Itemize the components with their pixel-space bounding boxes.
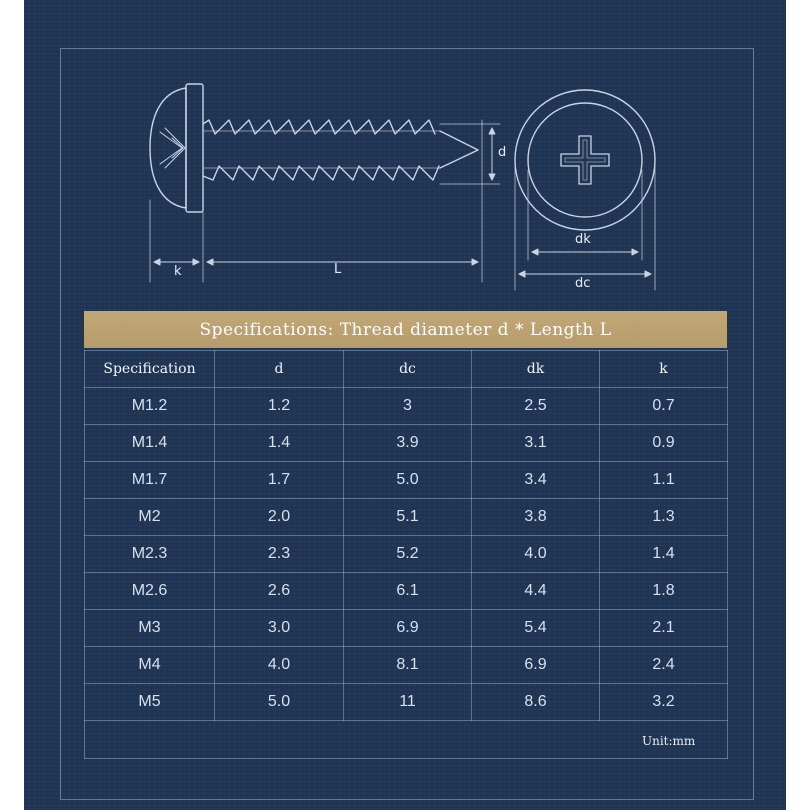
header-specification: Specification <box>85 351 215 388</box>
screw-thread <box>203 120 478 180</box>
cell-dk: 3.1 <box>472 425 600 462</box>
screw-head-side <box>150 84 203 212</box>
spec-banner-title: Specifications: Thread diameter d * Length L <box>199 319 612 340</box>
cell-spec: M1.7 <box>85 462 215 499</box>
header-dc: dc <box>344 351 472 388</box>
table-row <box>85 684 728 721</box>
cell-dk: 4.4 <box>472 573 600 610</box>
cell-k: 0.7 <box>600 388 728 425</box>
cell-k: 3.2 <box>600 684 728 721</box>
cell-spec: M4 <box>85 647 215 684</box>
spec-table <box>84 350 728 759</box>
unit-note: Unit:mm <box>642 734 696 748</box>
cell-k: 1.3 <box>600 499 728 536</box>
cell-d: 2.6 <box>215 573 344 610</box>
dim-label-length: L <box>334 262 342 277</box>
cell-d: 3.0 <box>215 610 344 647</box>
cell-dc: 5.0 <box>344 462 472 499</box>
cell-spec: M5 <box>85 684 215 721</box>
table-row <box>85 610 728 647</box>
cell-dk: 8.6 <box>472 684 600 721</box>
table-row <box>85 388 728 425</box>
table-header-row <box>85 351 728 388</box>
dim-label-dk: dk <box>575 232 591 247</box>
cell-spec: M1.4 <box>85 425 215 462</box>
cell-k: 1.4 <box>600 536 728 573</box>
cell-k: 2.4 <box>600 647 728 684</box>
table-footer-row <box>85 721 728 759</box>
cell-dk: 3.4 <box>472 462 600 499</box>
cell-d: 4.0 <box>215 647 344 684</box>
cell-dc: 5.2 <box>344 536 472 573</box>
dim-label-dc: dc <box>575 276 591 291</box>
cell-dc: 8.1 <box>344 647 472 684</box>
cell-k: 1.1 <box>600 462 728 499</box>
header-k: k <box>600 351 728 388</box>
cell-dc: 6.9 <box>344 610 472 647</box>
cell-spec: M1.2 <box>85 388 215 425</box>
cell-dc: 5.1 <box>344 499 472 536</box>
cell-dk: 6.9 <box>472 647 600 684</box>
cell-d: 1.7 <box>215 462 344 499</box>
cell-d: 1.4 <box>215 425 344 462</box>
table-row <box>85 647 728 684</box>
cell-k: 2.1 <box>600 610 728 647</box>
table-row <box>85 573 728 610</box>
table-row <box>85 536 728 573</box>
cell-dc: 11 <box>344 684 472 721</box>
table-row <box>85 425 728 462</box>
cell-dc: 3.9 <box>344 425 472 462</box>
cell-dk: 4.0 <box>472 536 600 573</box>
cell-k: 0.9 <box>600 425 728 462</box>
table-row <box>85 462 728 499</box>
spec-banner <box>84 311 727 348</box>
cell-d: 2.0 <box>215 499 344 536</box>
cell-spec: M2.6 <box>85 573 215 610</box>
cell-spec: M2 <box>85 499 215 536</box>
cell-k: 1.8 <box>600 573 728 610</box>
cell-d: 1.2 <box>215 388 344 425</box>
cell-dk: 3.8 <box>472 499 600 536</box>
header-d: d <box>215 351 344 388</box>
screw-diagram <box>0 0 810 300</box>
dim-label-d: d <box>498 145 507 160</box>
dim-label-k: k <box>174 264 182 279</box>
cell-dc: 3 <box>344 388 472 425</box>
cell-dk: 2.5 <box>472 388 600 425</box>
cell-dc: 6.1 <box>344 573 472 610</box>
screw-head-top <box>515 90 655 230</box>
header-dk: dk <box>472 351 600 388</box>
cell-d: 2.3 <box>215 536 344 573</box>
cell-d: 5.0 <box>215 684 344 721</box>
cell-dk: 5.4 <box>472 610 600 647</box>
table-row <box>85 499 728 536</box>
cell-spec: M3 <box>85 610 215 647</box>
cell-spec: M2.3 <box>85 536 215 573</box>
